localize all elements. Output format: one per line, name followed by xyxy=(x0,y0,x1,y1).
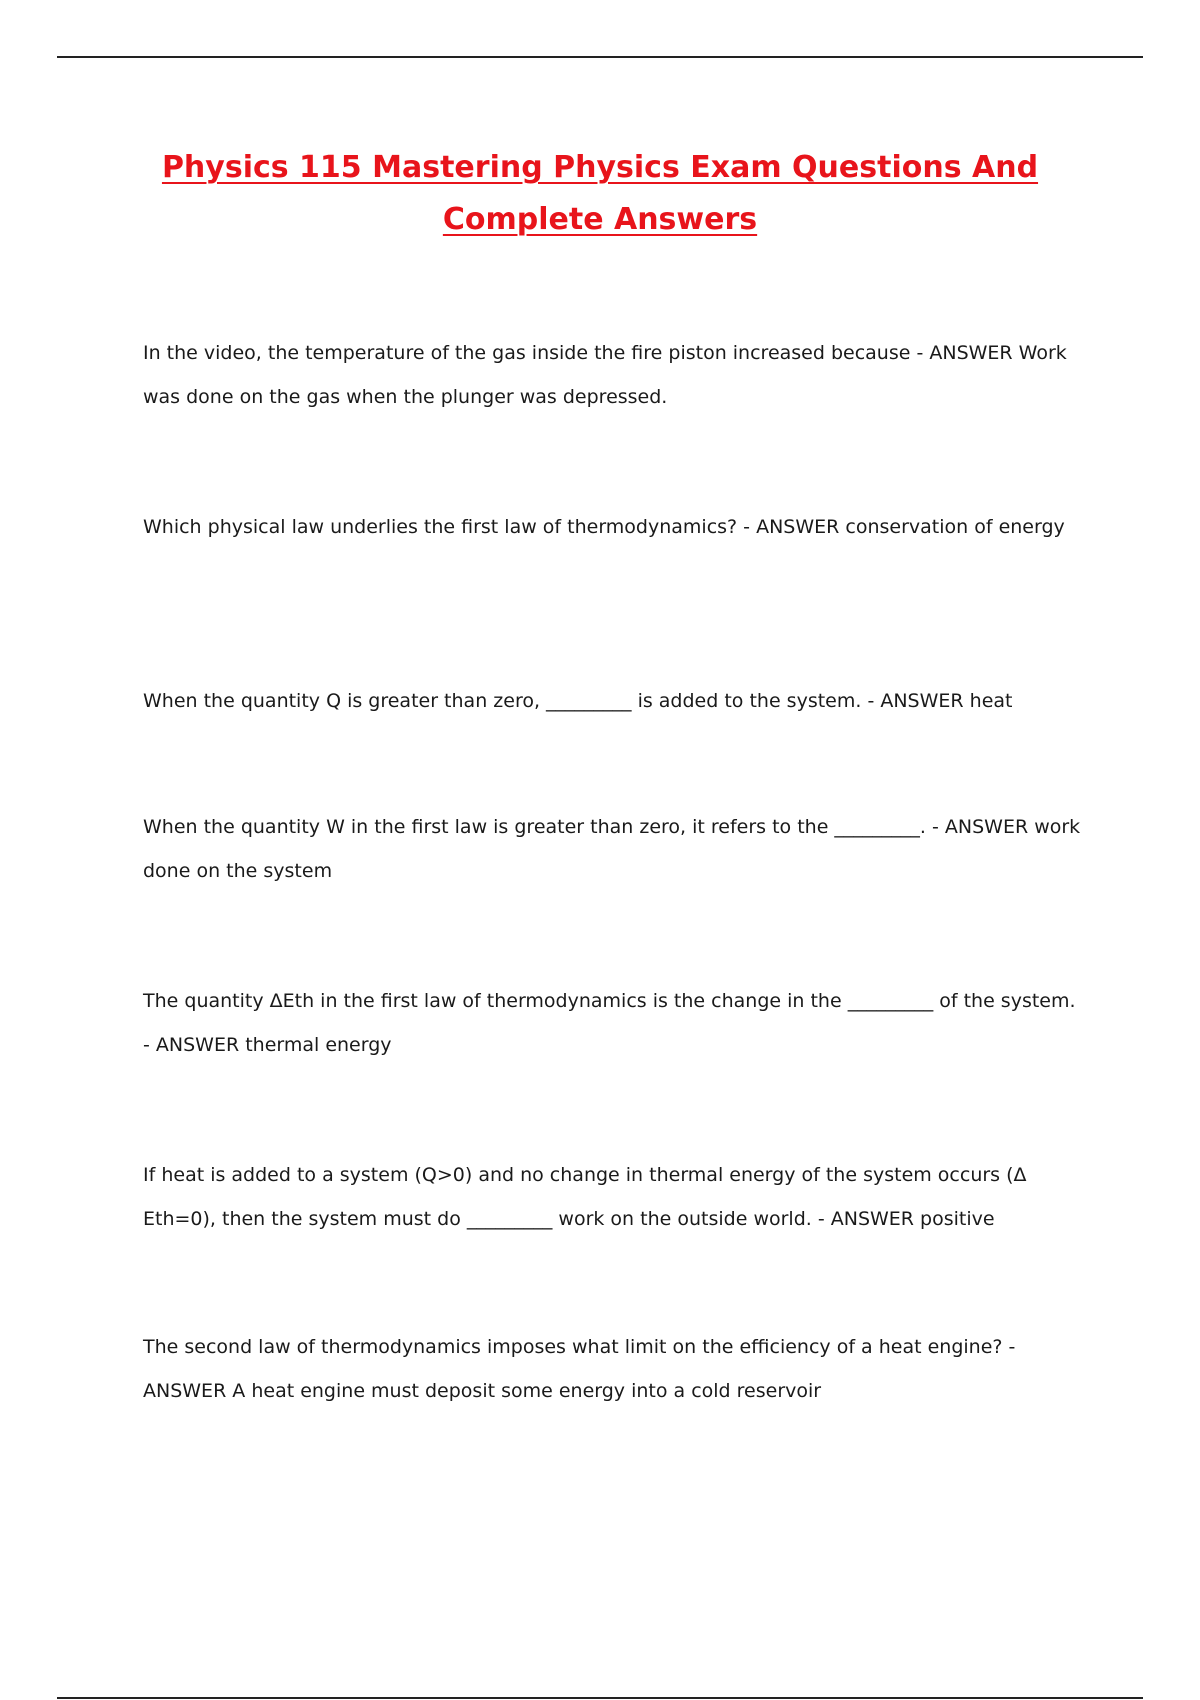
title-line-2: Complete Answers xyxy=(442,202,758,237)
qa-item-1: In the video, the temperature of the gas inside the fire piston increased because - ANSWER Work was done on the gas when the plunger was depressed. xyxy=(143,342,1067,408)
qa-item-2: Which physical law underlies the first law of thermodynamics? - ANSWER conservation of energy xyxy=(143,516,1065,538)
qa-item-6: If heat is added to a system (Q>0) and no change in thermal energy of the system occurs (Δ Eth=0), then the system must do _________ work on the outside world. - ANSWER positive xyxy=(143,1164,1027,1230)
qa-item-4: When the quantity W in the first law is greater than zero, it refers to the _________. - ANSWER work done on the system xyxy=(143,816,1081,882)
top-rule xyxy=(57,56,1143,58)
qa-item-3: When the quantity Q is greater than zero, _________ is added to the system. - ANSWER heat xyxy=(143,690,1013,712)
bottom-rule xyxy=(57,1697,1143,1699)
qa-item-7: The second law of thermodynamics imposes what limit on the efficiency of a heat engine? - ANSWER A heat engine must deposit some energy into a cold reservoir xyxy=(143,1336,1016,1402)
document-title xyxy=(100,142,1100,246)
qa-item-5: The quantity ΔEth in the first law of thermodynamics is the change in the _________ of the system. - ANSWER thermal energy xyxy=(143,990,1076,1056)
title-line-1: Physics 115 Mastering Physics Exam Questions And xyxy=(161,150,1039,185)
